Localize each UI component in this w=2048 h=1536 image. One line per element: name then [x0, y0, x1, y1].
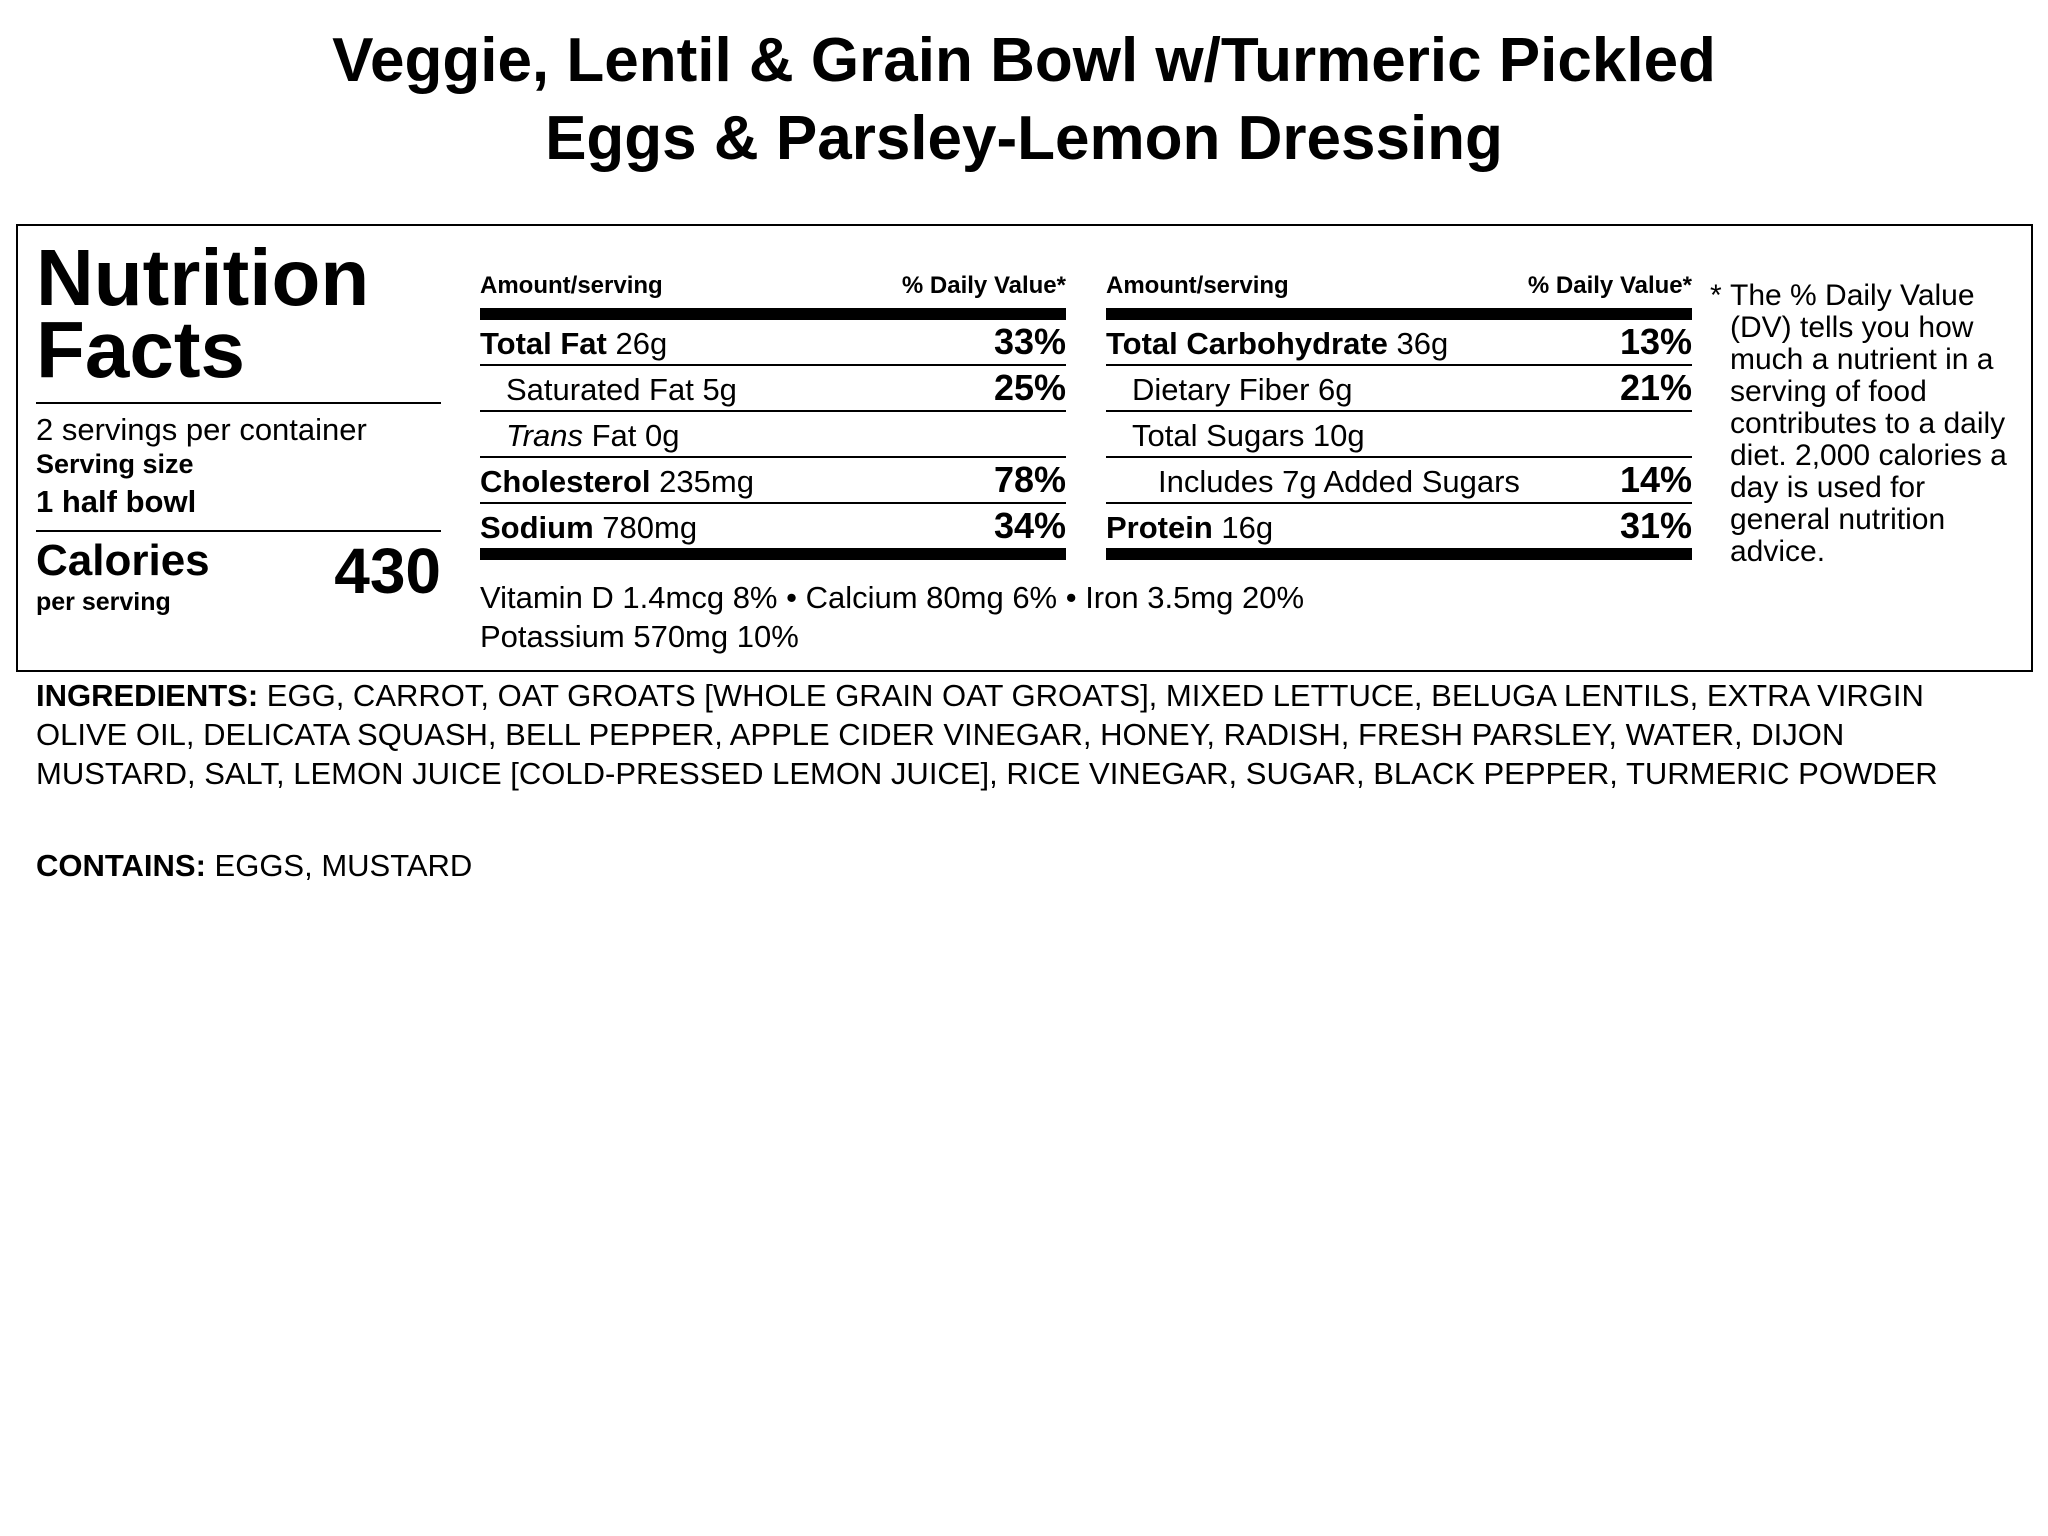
- product-title-line2: Eggs & Parsley-Lemon Dressing: [545, 104, 1503, 173]
- table-header: [480, 268, 1066, 308]
- nutrient-row-trans-fat: Trans Fat 0g: [480, 412, 1066, 458]
- divider: [36, 530, 441, 532]
- amount-header: Amount/serving: [1106, 272, 1289, 299]
- nutrient-row-sodium: Sodium 780mg 34%: [480, 505, 1066, 546]
- nutrient-row-total-carbohydrate: Total Carbohydrate 36g 13%: [1106, 320, 1692, 366]
- calories-label: Calories: [36, 536, 210, 585]
- nutrient-table-right: [1106, 268, 1692, 560]
- nutrient-row-dietary-fiber: Dietary Fiber 6g 21%: [1106, 366, 1692, 412]
- thick-rule: [480, 548, 1066, 560]
- nutrient-row-added-sugars: Includes 7g Added Sugars 14%: [1106, 458, 1692, 504]
- ingredients-statement: [36, 676, 1996, 793]
- footnote-asterisk: *: [1710, 279, 1722, 312]
- footnote-text: The % Daily Value (DV) tells you how much a nutrient in a serving of food contributes to a daily diet. 2,000 calories a day is used for general nutrition advice.: [1730, 279, 2007, 568]
- calories-per-serving: per serving: [36, 588, 171, 616]
- vitamins-line1: Vitamin D 1.4mcg 8% • Calcium 80mg 6% • Iron 3.5mg 20%: [480, 580, 1305, 615]
- allergen-statement: [36, 846, 472, 885]
- serving-size-label: Serving size: [36, 449, 194, 479]
- nutrient-table-left: [480, 268, 1066, 560]
- nutrient-row-saturated-fat: Saturated Fat 5g 25%: [480, 366, 1066, 412]
- thick-rule: [1106, 548, 1692, 560]
- thick-rule: [1106, 308, 1692, 320]
- serving-size-value: 1 half bowl: [36, 484, 197, 519]
- dv-header: % Daily Value*: [901, 272, 1066, 299]
- amount-header: Amount/serving: [480, 272, 663, 299]
- nutrient-row-total-sugars: Total Sugars 10g: [1106, 412, 1692, 458]
- contains-text: EGGS, MUSTARD: [205, 848, 473, 883]
- dv-header: % Daily Value*: [1527, 272, 1692, 299]
- contains-label: CONTAINS:: [36, 848, 206, 883]
- product-title: [0, 22, 2048, 178]
- nutrient-row-total-fat: Total Fat 26g 33%: [480, 320, 1066, 366]
- nutrient-row-cholesterol: Cholesterol 235mg 78%: [480, 458, 1066, 504]
- vitamins-minerals: [480, 578, 1304, 656]
- nutrition-facts-label: [16, 224, 2033, 672]
- thick-rule: [480, 308, 1066, 320]
- product-title-line1: Veggie, Lentil & Grain Bowl w/Turmeric Pickled: [332, 26, 1716, 95]
- divider: [36, 402, 441, 404]
- vitamins-line2: Potassium 570mg 10%: [480, 619, 799, 654]
- ingredients-label: INGREDIENTS:: [36, 678, 259, 713]
- nutrient-row-protein: Protein 16g 31%: [1106, 505, 1692, 546]
- calories-value: 430: [334, 535, 441, 607]
- table-header: [1106, 268, 1692, 308]
- ingredients-text: EGG, CARROT, OAT GROATS [WHOLE GRAIN OAT GROATS], MIXED LETTUCE, BELUGA LENTILS, EXTRA VIRGIN OLIVE OIL, DELICATA SQUASH, BELL PEPPER, APPLE CIDER VINEGAR, HONEY, RADISH, FRESH PARSLEY, WATER, DIJON MUSTARD, SALT, LEMON JUICE [COLD-PRESSED LEMON JUICE], RICE VINEGAR, SUGAR, BLACK PEPPER, TURMERIC POWDER: [36, 678, 1938, 791]
- nutrition-facts-heading: Nutrition Facts: [36, 233, 370, 394]
- servings-per-container: 2 servings per container: [36, 412, 367, 447]
